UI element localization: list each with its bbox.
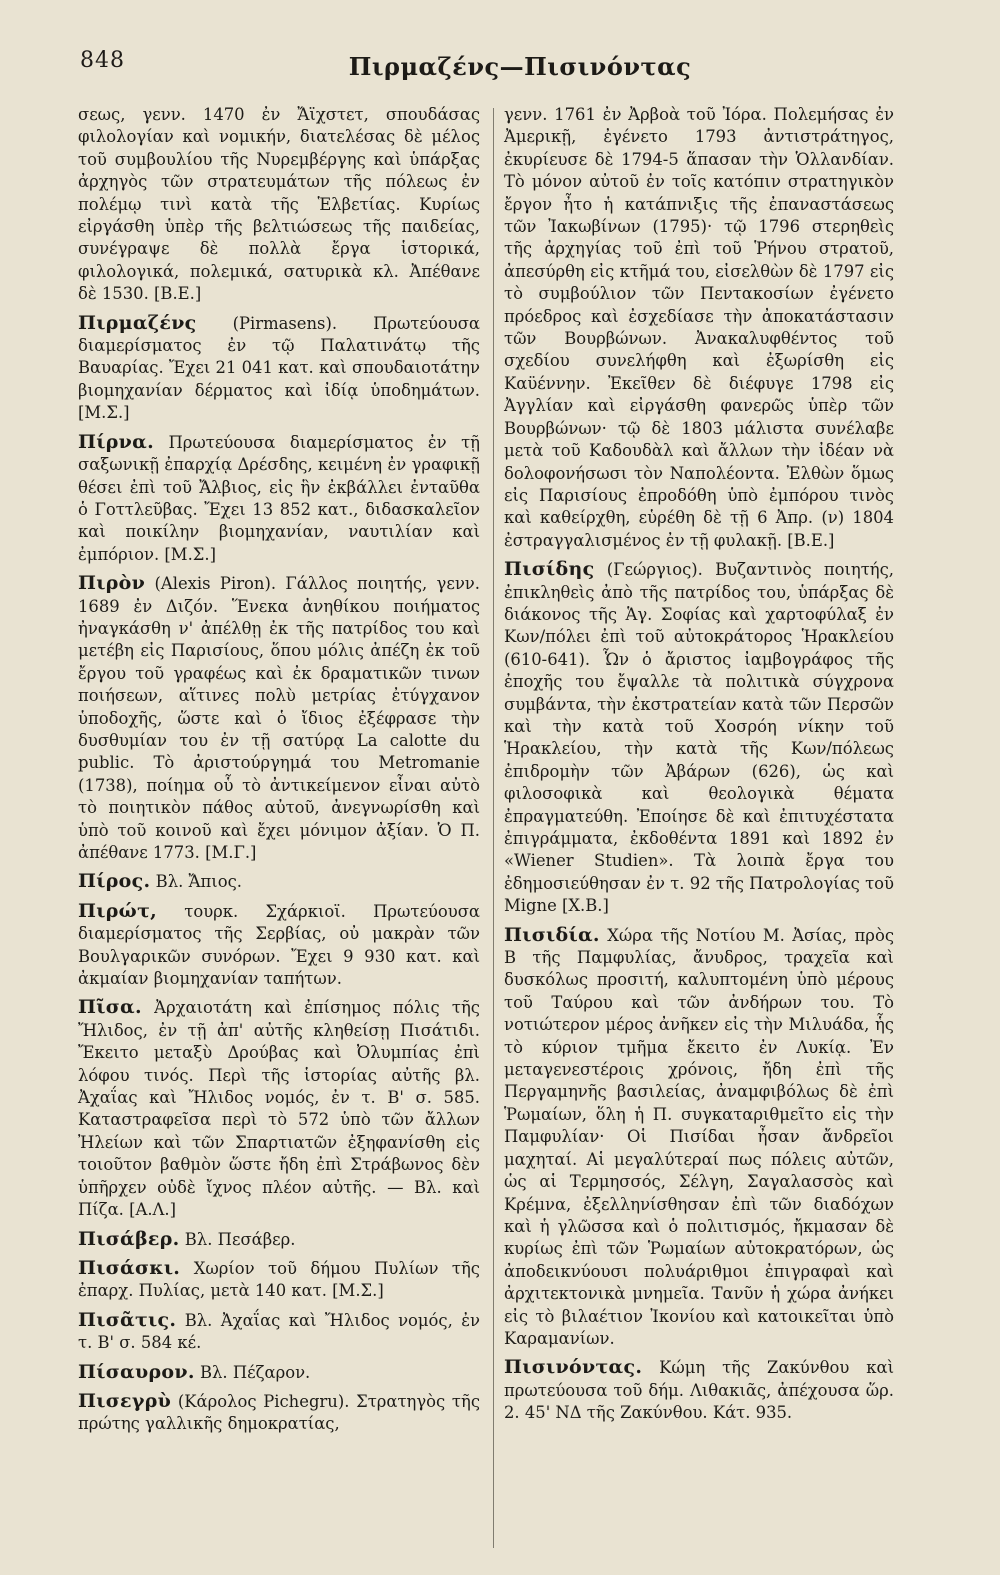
- entry-text: Βλ. Πέζαρον.: [194, 1362, 311, 1382]
- entry-pisauron: [78, 1361, 480, 1384]
- entry-text: σεως, γενν. 1470 ἐν Ἄϊχστετ, σπουδάσας φιλολογίαν καὶ νομικήν, διατελέσας δὲ μέλος τοῦ συμβουλίου τῆς Νυρεμβέργης καὶ ὑπάρξας ἀρχηγὸς τῶν στρατευμάτων τῆς πόλεως ἐν πολέμῳ τινὶ κατὰ τῆς Ἑλβετίας. Κυρίως εἰργάσθη ὑπὲρ τῆς βελτιώσεως τῆς παιδείας, συνέγραψε δὲ πολλὰ ἔργα ἱστορικά, φιλολογικά, πολεμικά, σατυρικὰ κλ. Ἀπέθανε δὲ 1530. [Β.Ε.]: [78, 105, 480, 304]
- entry-headword: Πιρμαζένς: [78, 311, 197, 334]
- entry-headword: Πίρος.: [78, 870, 151, 893]
- entry-text: Βλ. Πεσάβερ.: [179, 1229, 296, 1249]
- entry-headword: Πίσαυρον.: [78, 1360, 195, 1383]
- right-column: [504, 104, 894, 1431]
- entry-piron: [78, 572, 480, 864]
- entry-headword: Πισινόντας.: [504, 1356, 643, 1379]
- entry-text: Κώμη τῆς Ζακύνθου καὶ πρωτεύουσα τοῦ δήμ. Λιθακιᾶς, ἀπέχουσα ὥρ. 2. 45' ΝΔ τῆς Ζακύνθου. Κάτ. 935.: [504, 1358, 894, 1423]
- entry-text: τουρκ. Σχάρκιοϊ. Πρωτεύουσα διαμερίσματος τῆς Σερβίας, οὐ μακρὰν τῶν Βουλγαρικῶν συνόρων. Ἔχει 9 930 κατ. καὶ ἀκμαίαν βιομηχανίαν ταπήτων.: [78, 901, 480, 989]
- entry-text: (Κάρολος Pichegru). Στρατηγὸς τῆς πρώτης γαλλικῆς δημοκρατίας,: [78, 1391, 480, 1434]
- entry-headword: Πισᾶτις.: [78, 1308, 177, 1331]
- entry-pisaski: [78, 1257, 480, 1303]
- entry-headword: Πίρνα.: [78, 430, 154, 453]
- entry-headword: Πιρώτ,: [78, 899, 158, 922]
- continued-entry: [78, 104, 480, 306]
- entry-pisatis: [78, 1309, 480, 1355]
- entry-pirot: [78, 900, 480, 991]
- entry-headword: Πισιδία.: [504, 923, 600, 946]
- entry-pirmasens: [78, 312, 480, 425]
- entry-text: Βλ. Ἄπιος.: [150, 872, 242, 892]
- entry-headword: Πισίδης: [504, 558, 595, 581]
- entry-headword: Πιρὸν: [78, 572, 146, 595]
- entry-text: Χωρίον τοῦ δήμου Πυλίων τῆς ἐπαρχ. Πυλίας, μετὰ 140 κατ. [Μ.Σ.]: [78, 1258, 480, 1301]
- entry-text: Ἀρχαιοτάτη καὶ ἐπίσημος πόλις τῆς Ἤλιδος, ἐν τῇ ἀπ' αὐτῆς κληθείσῃ Πισάτιδι. Ἔκειτο μεταξὺ Δρούβας καὶ Ὀλυμπίας ἐπὶ λόφου τινός. Περὶ τῆς ἱστορίας αὐτῆς βλ. Ἀχαΐας καὶ Ἤλιδος νομός, ἐν τ. Β' σ. 585. Καταστραφεῖσα περὶ τὸ 572 ὑπὸ τῶν ἄλλων Ἠλείων καὶ τῶν Σπαρτιατῶν ἐξηφανίσθη εἰς τοιοῦτον βαθμὸν ὥστε ἤδη ἐπὶ Στράβωνος δὲν ὑπῆρχεν οὐδὲ ἴχνος πλέον αὐτῆς. — Βλ. καὶ Πίζα. [Α.Λ.]: [78, 998, 480, 1220]
- entry-pisidia: [504, 924, 894, 1351]
- entry-headword: Πῖσα.: [78, 996, 142, 1019]
- entry-pisinontas: [504, 1356, 894, 1424]
- entry-text: (Pirmasens). Πρωτεύουσα διαμερίσματος ἐν τῷ Παλατινάτῳ τῆς Βαυαρίας. Ἔχει 21 041 κατ. καὶ σπουδαιοτάτην βιομηχανίαν δέρματος καὶ ἰδίᾳ ὑποδημάτων. [Μ.Σ.]: [78, 313, 480, 423]
- entry-text: γενν. 1761 ἐν Ἀρβοὰ τοῦ Ἰόρα. Πολεμήσας ἐν Ἀμερικῇ, ἐγένετο 1793 ἀντιστράτηγος, ἐκυρίευσε δὲ 1794-5 ἅπασαν τὴν Ὁλλανδίαν. Τὸ μόνον αὐτοῦ ἐν τοῖς κατόπιν στρατηγικὸν ἔργον ἦτο ἡ κατάπνιξις τῆς ἐπαναστάσεως τῶν Ἰακωβίνων (1795)· τῷ 1796 στερηθεὶς τῆς ἀρχηγίας τοῦ ἐπὶ τοῦ Ῥήνου στρατοῦ, ἀπεσύρθη εἰς κτῆμά του, εἰσελθὼν δὲ 1797 εἰς τὸ συμβούλιον τῶν Πεντακοσίων ἐγένετο πρόεδρος καὶ ἐσχεδίασε τὴν ἀποκατάστασιν τῶν Βουρβώνων. Ἀνακαλυφθέντος τοῦ σχεδίου συνελήφθη καὶ ἐξωρίσθη εἰς Καϋέννην. Ἐκεῖθεν δὲ διέφυγε 1798 εἰς Ἀγγλίαν καὶ εἰργάσθη φανερῶς ὑπὲρ τῶν Βουρβώνων· τῷ δὲ 1803 μάλιστα συνέλαβε μετὰ τοῦ Καδουδὰλ καὶ ἄλλων τὴν ἰδέαν νὰ δολοφονήσωσι τὸν Ναπολέοντα. Ἐλθὼν ὅμως εἰς Παρισίους ἐπροδόθη ὑπὸ ἐμπόρου τινὸς καὶ καθείρχθη, εὑρέθη δὲ τῇ 6 Ἀπρ. (ν) 1804 ἐστραγγαλισμένος ἐν τῇ φυλακῇ. [Β.Ε.]: [504, 105, 894, 550]
- entry-pisaver: [78, 1228, 480, 1251]
- running-head: Πιρμαζένς—Πισινόντας: [348, 52, 692, 81]
- column-divider: [493, 108, 494, 1548]
- entry-text: (Alexis Piron). Γάλλος ποιητής, γενν. 1689 ἐν Διζόν. Ἕνεκα ἀνηθίκου ποιήματος ἠναγκάσθη ν' ἀπέλθῃ ἐκ τῆς πατρίδος του καὶ μετέβη εἰς Παρισίους, ὅπου μόλις ἀπέζη ἐκ τοῦ ἔργου τοῦ γραφέως καὶ ἐκ δραματικῶν τινων ποιήσεων, αἵτινες πολὺ μετρίας ἐτύγχανον ὑποδοχῆς, ὥστε καὶ ὁ ἴδιος ἐξέφρασε τὴν δυσθυμίαν του ἐν τῇ σατύρᾳ La calotte du public. Τὸ ἀριστούργημά του Metromanie (1738), ποίημα οὗ τὸ ἀντικείμενον εἶναι αὐτὸ τὸ ποιητικὸν πάθος αὐτοῦ, ἀνεγνωρίσθη καὶ ὑπὸ τοῦ κοινοῦ καὶ ἔχει μόνιμον ἀξίαν. Ὁ Π. ἀπέθανε 1773. [Μ.Γ.]: [78, 574, 480, 862]
- left-column: [78, 104, 480, 1442]
- entry-pisa: [78, 996, 480, 1221]
- entry-text: Χώρα τῆς Νοτίου Μ. Ἀσίας, πρὸς Β τῆς Παμφυλίας, ἄνυδρος, τραχεῖα καὶ δυσκόλως προσιτή, καλυπτομένη ὑπὸ μέρους τοῦ Ταύρου καὶ τῶν ἀνδήρων του. Τὸ νοτιώτερον μέρος ἀνῆκεν εἰς τὴν Μιλυάδα, ἧς τὸ κύριον τμῆμα ἔκειτο ἐν Λυκίᾳ. Ἐν μεταγενεστέροις χρόνοις, ἤδη ἐπὶ τῆς Περγαμηνῆς βασιλείας, ἀναμφιβόλως δὲ ἐπὶ Ῥωμαίων, ὅλη ἡ Π. συγκαταριθμεῖτο εἰς τὴν Παμφυλίαν· Οἱ Πισίδαι ἦσαν ἄνδρεῖοι μαχηταί. Αἱ μεγαλύτεραί πως πόλεις αὐτῶν, ὡς αἱ Τερμησσός, Σέλγη, Σαγαλασσὸς καὶ Κρέμνα, ἐξελληνίσθησαν ἐπὶ τῶν διαδόχων καὶ ἡ γλῶσσα καὶ ὁ πολιτισμός, ἤκμασαν δὲ κυρίως ἐπὶ τῶν Ῥωμαίων αὐτοκρατόρων, ὡς ἀποδεικνύουσι πολυάριθμοι ἐπιγραφαὶ καὶ ἀρχιτεκτονικὰ μνημεῖα. Τανῦν ἡ χώρα ἀνήκει εἰς τὸ βιλαέτιον Ἰκονίου καὶ κατοικεῖται ὑπὸ Καραμανίων.: [504, 925, 894, 1348]
- continued-entry: [504, 104, 894, 552]
- entry-headword: Πισάσκι.: [78, 1256, 181, 1279]
- page-number: 848: [80, 48, 125, 73]
- entry-pichegru: [78, 1390, 480, 1436]
- entry-pirna: [78, 431, 480, 566]
- entry-piros: [78, 870, 480, 893]
- entry-text: (Γεώργιος). Βυζαντινὸς ποιητής, ἐπικληθεὶς ἀπὸ τῆς πατρίδος του, ὑπάρξας δὲ διάκονος τῆς Ἁγ. Σοφίας καὶ χαρτοφύλαξ ἐν Κων/πόλει ἐπὶ τοῦ αὐτοκράτορος Ἡρακλείου (610-641). Ὧν ὁ ἄριστος ἰαμβογράφος τῆς ἐποχῆς του ἔψαλλε τὰ πολιτικὰ σύγχρονα συμβάντα, τὴν ἐκστρατείαν κατὰ τῶν Περσῶν καὶ τὴν κατὰ τοῦ Χοσρόη νίκην τοῦ Ἡρακλείου, τὴν κατὰ τῆς Κων/πόλεως ἐπιδρομὴν τῶν Ἀβάρων (626), ὡς καὶ φιλοσοφικὰ καὶ θεολογικὰ θέματα ἐπραγματεύθη. Ἐποίησε δὲ καὶ ἐπιτυχέστατα ἐπιγράμματα, ἐκδοθέντα 1891 καὶ 1892 ἐν «Wiener Studien». Τὰ λοιπὰ ἔργα του ἐδημοσιεύθησαν ἐν τ. 92 τῆς Πατρολογίας τοῦ Migne [Χ.Β.]: [504, 560, 894, 916]
- entry-pisides: [504, 558, 894, 918]
- entry-headword: Πισεγρὺ: [78, 1389, 172, 1412]
- entry-text: Πρωτεύουσα διαμερίσματος ἐν τῇ σαξωνικῇ ἐπαρχίᾳ Δρέσδης, κειμένη ἐν γραφικῇ θέσει ἐπὶ τοῦ Ἄλβιος, εἰς ἣν ἐκβάλλει ἐνταῦθα ὁ Γοττλεῦβας. Ἔχει 13 852 κατ., διδασκαλεῖον καὶ ποικίλην βιομηχανίαν, ναυτιλίαν καὶ ἐμπόριον. [Μ.Σ.]: [78, 432, 480, 564]
- entry-text: Βλ. Ἀχαΐας καὶ Ἤλιδος νομός, ἐν τ. Β' σ. 584 κέ.: [78, 1310, 480, 1353]
- entry-headword: Πισάβερ.: [78, 1227, 180, 1250]
